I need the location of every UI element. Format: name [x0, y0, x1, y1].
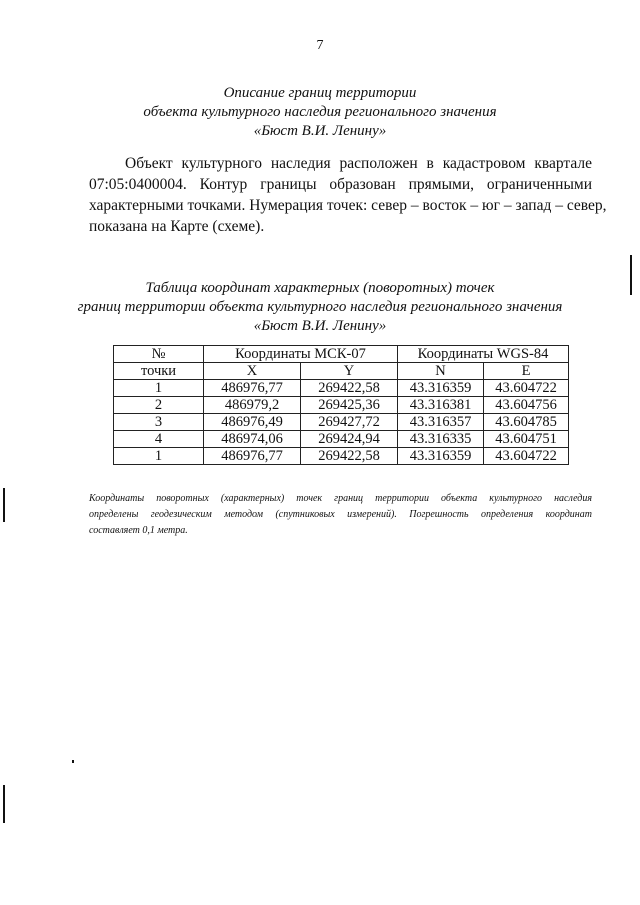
intro-line: 07:05:0400004. Контур границы образован прямыми, ограниченными [89, 176, 592, 193]
cell-n: 43.316359 [398, 380, 484, 397]
header-num-label: № [114, 346, 204, 363]
table-caption-line: границ территории объекта культурного наследия регионального значения [77, 299, 563, 315]
section-title [60, 84, 580, 141]
table-header-row [114, 363, 569, 380]
section-title-line: Описание границ территории [223, 85, 417, 101]
cell-y: 269422,58 [301, 448, 398, 465]
cell-num: 1 [114, 380, 204, 397]
cell-e: 43.604722 [484, 380, 569, 397]
scan-artifact-mark [3, 488, 5, 522]
header-n: N [398, 363, 484, 380]
page-number: 7 [316, 38, 324, 53]
header-x: X [204, 363, 301, 380]
table-row [114, 431, 569, 448]
header-e: E [484, 363, 569, 380]
table-row [114, 448, 569, 465]
intro-paragraph [89, 153, 607, 237]
intro-line: характерными точками. Нумерация точек: север – восток – юг – запад – север, [89, 197, 607, 214]
cell-x: 486976,77 [204, 448, 301, 465]
coordinates-table [113, 345, 569, 465]
cell-n: 43.316381 [398, 397, 484, 414]
table-row [114, 380, 569, 397]
cell-n: 43.316357 [398, 414, 484, 431]
header-wgs-group: Координаты WGS-84 [398, 346, 569, 363]
cell-n: 43.316359 [398, 448, 484, 465]
cell-y: 269424,94 [301, 431, 398, 448]
cell-num: 2 [114, 397, 204, 414]
scan-artifact-mark [3, 785, 5, 823]
table-row [114, 397, 569, 414]
cell-x: 486979,2 [204, 397, 301, 414]
table-caption-line: «Бюст В.И. Ленину» [253, 318, 387, 334]
cell-y: 269427,72 [301, 414, 398, 431]
cell-num: 1 [114, 448, 204, 465]
intro-line: показана на Карте (схеме). [89, 218, 265, 235]
footnote-line: составляет 0,1 метра. [89, 525, 188, 536]
scan-artifact-mark [630, 255, 632, 295]
header-num-sublabel: точки [114, 363, 204, 380]
table-header-row [114, 346, 569, 363]
table-row [114, 414, 569, 431]
cell-x: 486976,77 [204, 380, 301, 397]
footnote-line: Координаты поворотных (характерных) точек границ территории объекта культурного наследия [89, 493, 592, 504]
cell-n: 43.316335 [398, 431, 484, 448]
cell-e: 43.604785 [484, 414, 569, 431]
cell-num: 4 [114, 431, 204, 448]
table-caption-line: Таблица координат характерных (поворотных) точек [145, 280, 495, 296]
cell-num: 3 [114, 414, 204, 431]
cell-y: 269422,58 [301, 380, 398, 397]
cell-e: 43.604722 [484, 448, 569, 465]
section-title-line: «Бюст В.И. Ленину» [253, 123, 387, 139]
footnote-line: определены геодезическим методом (спутниковых измерений). Погрешность определения координат [89, 509, 592, 520]
scan-artifact-mark [72, 760, 74, 763]
cell-y: 269425,36 [301, 397, 398, 414]
table-caption [50, 279, 590, 336]
header-y: Y [301, 363, 398, 380]
cell-x: 486976,49 [204, 414, 301, 431]
cell-e: 43.604756 [484, 397, 569, 414]
section-title-line: объекта культурного наследия регионального значения [143, 104, 497, 120]
cell-x: 486974,06 [204, 431, 301, 448]
cell-e: 43.604751 [484, 431, 569, 448]
intro-line: Объект культурного наследия расположен в кадастровом квартале [125, 155, 592, 172]
footnote [89, 491, 592, 539]
header-msk-group: Координаты МСК-07 [204, 346, 398, 363]
